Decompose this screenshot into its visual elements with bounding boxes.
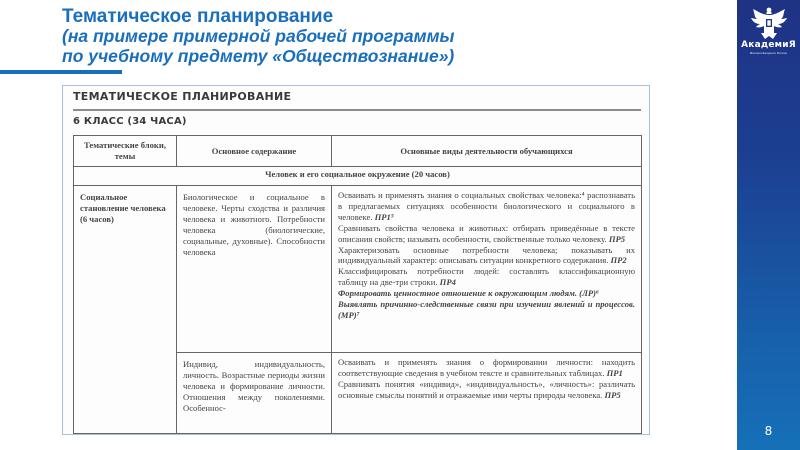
table-header-row xyxy=(74,136,642,167)
table-section-row xyxy=(74,167,642,186)
content-cell: Биологическое и социальное в человеке. Черты сходства и различия человека и животного. Потребности человека (биологические, социальные, духовные). Способности человека xyxy=(177,186,332,353)
class-label: 6 КЛАСС (34 ЧАСА) xyxy=(73,116,187,127)
section-title: Человек и его социальное окружение (20 часов) xyxy=(74,167,642,186)
activity-item: Формировать ценностное отношение к окружающим людям. (ЛР)⁶ xyxy=(338,288,600,299)
topic-title: Социальное становление человека xyxy=(80,192,166,213)
double-headed-eagle-emblem-icon xyxy=(749,6,789,40)
topic-cell xyxy=(74,186,177,434)
heading-divider xyxy=(73,109,641,111)
header-activities: Основные виды деятельности обучающихся xyxy=(332,136,642,167)
activity-item: Сравнивать понятия «индивид», «индивидуальность», «личность»: различать основные смыслы понятий и отражаемые ими черты природы человека. ПР5 xyxy=(338,378,635,400)
activity-item: Сравнивать свойства человека и животных: отбирать приведённые в тексте описания свойств; называть особенности, свойственные только человеку. ПР5 xyxy=(338,222,635,244)
topic-hours: (6 часов) xyxy=(80,213,114,224)
header-content: Основное содержание xyxy=(177,136,332,167)
logo-wordmark: АкадемиЯ xyxy=(741,40,796,50)
activity-item: Осваивать и применять знания о социальных свойствах человека:⁴ распознавать в предлагаемых ситуациях особенности биологического и социального в человеке. ПР1⁵ xyxy=(338,190,635,222)
slide-subtitle-line-1: (на примере примерной рабочей программы xyxy=(62,26,455,47)
slide-subtitle-line-2: по учебному предмету «Обществознание») xyxy=(62,45,455,66)
activities-cell xyxy=(332,353,642,434)
page-number: 8 xyxy=(764,424,773,438)
slide-title: Тематическое планирование xyxy=(62,6,334,27)
header-topics: Тематические блоки, темы xyxy=(74,136,177,167)
activity-item: Характеризовать основные потребности человека; показывать их индивидуальный характер: описывать ситуации конкретного содержания. ПР2 xyxy=(338,244,635,266)
logo-tagline: Минпросвещения России xyxy=(749,51,788,55)
scanned-document-image xyxy=(62,85,650,435)
academy-logo xyxy=(737,6,800,66)
table-row xyxy=(74,186,642,353)
thematic-plan-table xyxy=(73,135,642,434)
slide-title-block xyxy=(62,6,722,66)
document-heading: ТЕМАТИЧЕСКОЕ ПЛАНИРОВАНИЕ xyxy=(73,90,292,103)
activity-item: Осваивать и применять знания о формировании личности: находить соответствующие сведения в учебном тексте и сравнительных таблицах. ПР1 xyxy=(338,357,635,378)
activity-item: Выявлять причинно-следственные связи при изучении явлений и процессов. (МР)⁷ xyxy=(338,299,635,320)
right-sidebar xyxy=(737,0,800,450)
activity-item: Классифицировать потребности людей: составлять классификационную таблицу на две-три строки. ПР4 xyxy=(338,266,635,288)
activities-cell xyxy=(332,186,642,353)
content-cell: Индивид, индивидуальность, личность. Возрастные периоды жизни человека и формирование личности. Отношения между поколениями. Особеннос- xyxy=(177,353,332,434)
title-underline-bar xyxy=(0,70,122,74)
